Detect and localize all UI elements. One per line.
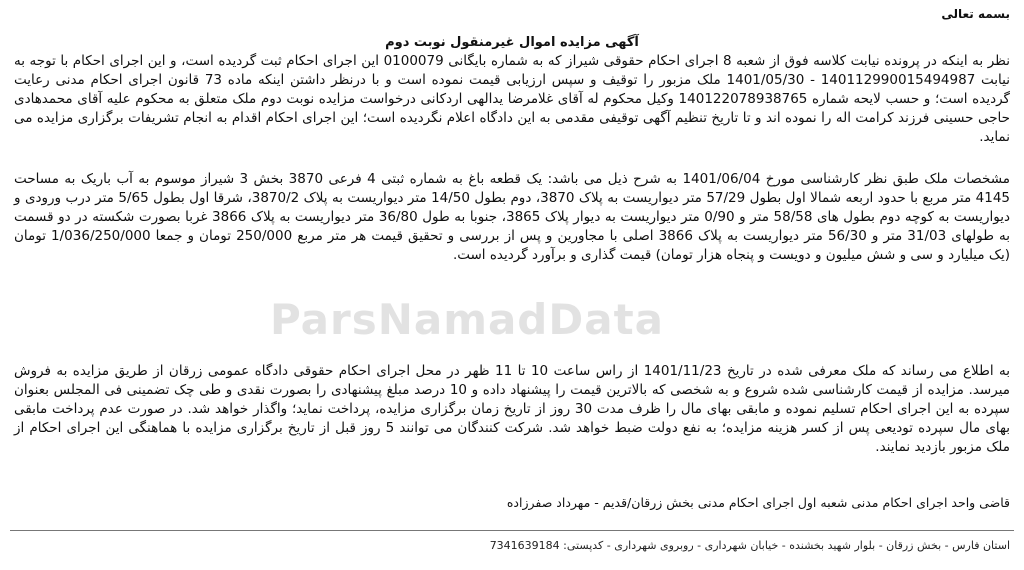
paragraph-auction-terms: به اطلاع می رساند که ملک معرفی شده در تاریخ 1401/11/23 از راس ساعت 10 تا 11 ظهر در محل اجرای احکام حقوقی دادگاه عمومی زرقان از طریق مزایده به فروش میرسد. مزایده از قیمت کارشناسی شده شروع و به شخصی که بالاترین قیمت را پیشنهاد داده و 10 درصد مبلغ پیشنهادی را بصورت نقدی و طی چک تضمینی فی المجلس بعنوان سپرده به این اجرای احکام تسلیم نموده و مابقی بهای مال را ظرف مدت 30 روز از تاریخ زمان برگزاری مزایده، پرداخت نماید؛ واگذار خواهد شد. در صورت عدم پرداخت مابقی بهای مال سپرده تودیعی پس از کسر هزینه مزایده؛ به نفع دولت ضبط خواهد شد. شرکت کنندگان می توانند 5 روز قبل از تاریخ برگزاری مزایده با هماهنگی این اجرای احکام از ملک مزبور بازدید نمایند. [14,363,1011,455]
header-basmala: بسمه تعالی [941,7,1010,21]
signature-line: قاضی واحد اجرای احکام مدنی شعبه اول اجرای احکام مدنی بخش زرقان/قدیم - مهرداد صفرزاده [506,495,1010,510]
watermark-text: ParsNamadData [270,295,664,344]
paragraph-intro: نظر به اینکه در پرونده نیابت کلاسه فوق از شعبه 8 اجرای احکام حقوقی شیراز که به شماره بایگانی 0100079 این اجرای احکام ثبت گردیده است، و این اجرای احکام با توجه به نیابت 140112990015494987 - 1401/05/30 ملک مزبور را توقیف و سپس ارزیابی قیمت نموده است و با درنظر داشتن اینکه ماده 73 قانون اجرای احکام مدنی رعایت گردیده است؛ و حسب لایحه شماره 140122078938765 وکیل محکوم له آقای غلامرضا یدالهی اردکانی درخواست مزایده نوبت دوم ملک متعلق به محکوم علیه آقای محمدهادی حاجی حسینی فرزند کرامت اله را نموده اند و تا تاریخ تنظیم آگهی توقیفی مقدمی به این دادگاه اعلام نگردیده است؛ این اجرای احکام اقدام به انجام تشریفات برگزاری مزایده می نماید. [14,53,1010,145]
page-title: آگهی مزایده اموال غیرمنقول نوبت دوم [385,35,639,50]
footer-address: استان فارس - بخش زرقان - بلوار شهید بخشنده - خیابان شهرداری - روبروی شهرداری - کدپستی: 7341639184 [489,539,1010,552]
paragraph-property-specs: مشخصات ملک طبق نظر کارشناسی مورخ 1401/06/04 به شرح ذیل می باشد: یک قطعه باغ به شماره ثبتی 4 فرعی 3870 بخش 3 شیراز موسوم به آب باریک به مساحت 4145 متر مربع با حدود اربعه شمالا اول بطول 57/29 متر دیواریست به پلاک 3870، دوم بطول 14/50 متر دیواریست به پلاک 3870/2، شرقا اول بطول 5/65 متر درب ورودی و دیواریست به کوچه دوم بطول های 58/58 متر و 0/90 متر دیواریست به دیوار پلاک 3865، جنوبا به طول 36/80 متر دیواریست به پلاک 3866 غربا بصورت شکسته در دو قسمت به طولهای 31/03 متر و 56/30 متر دیواریست به پلاک 3866 اصلی با مجاورین و پس از بررسی و تحقیق قیمت هر متر مربع 250/000 تومان و جمعا 1/036/250/000 تومان (یک میلیارد و سی و شش میلیون و دویست و پنجاه هزار تومان) قیمت گذاری و برآورد گردیده است. [14,171,1011,263]
footer-divider [10,530,1014,531]
